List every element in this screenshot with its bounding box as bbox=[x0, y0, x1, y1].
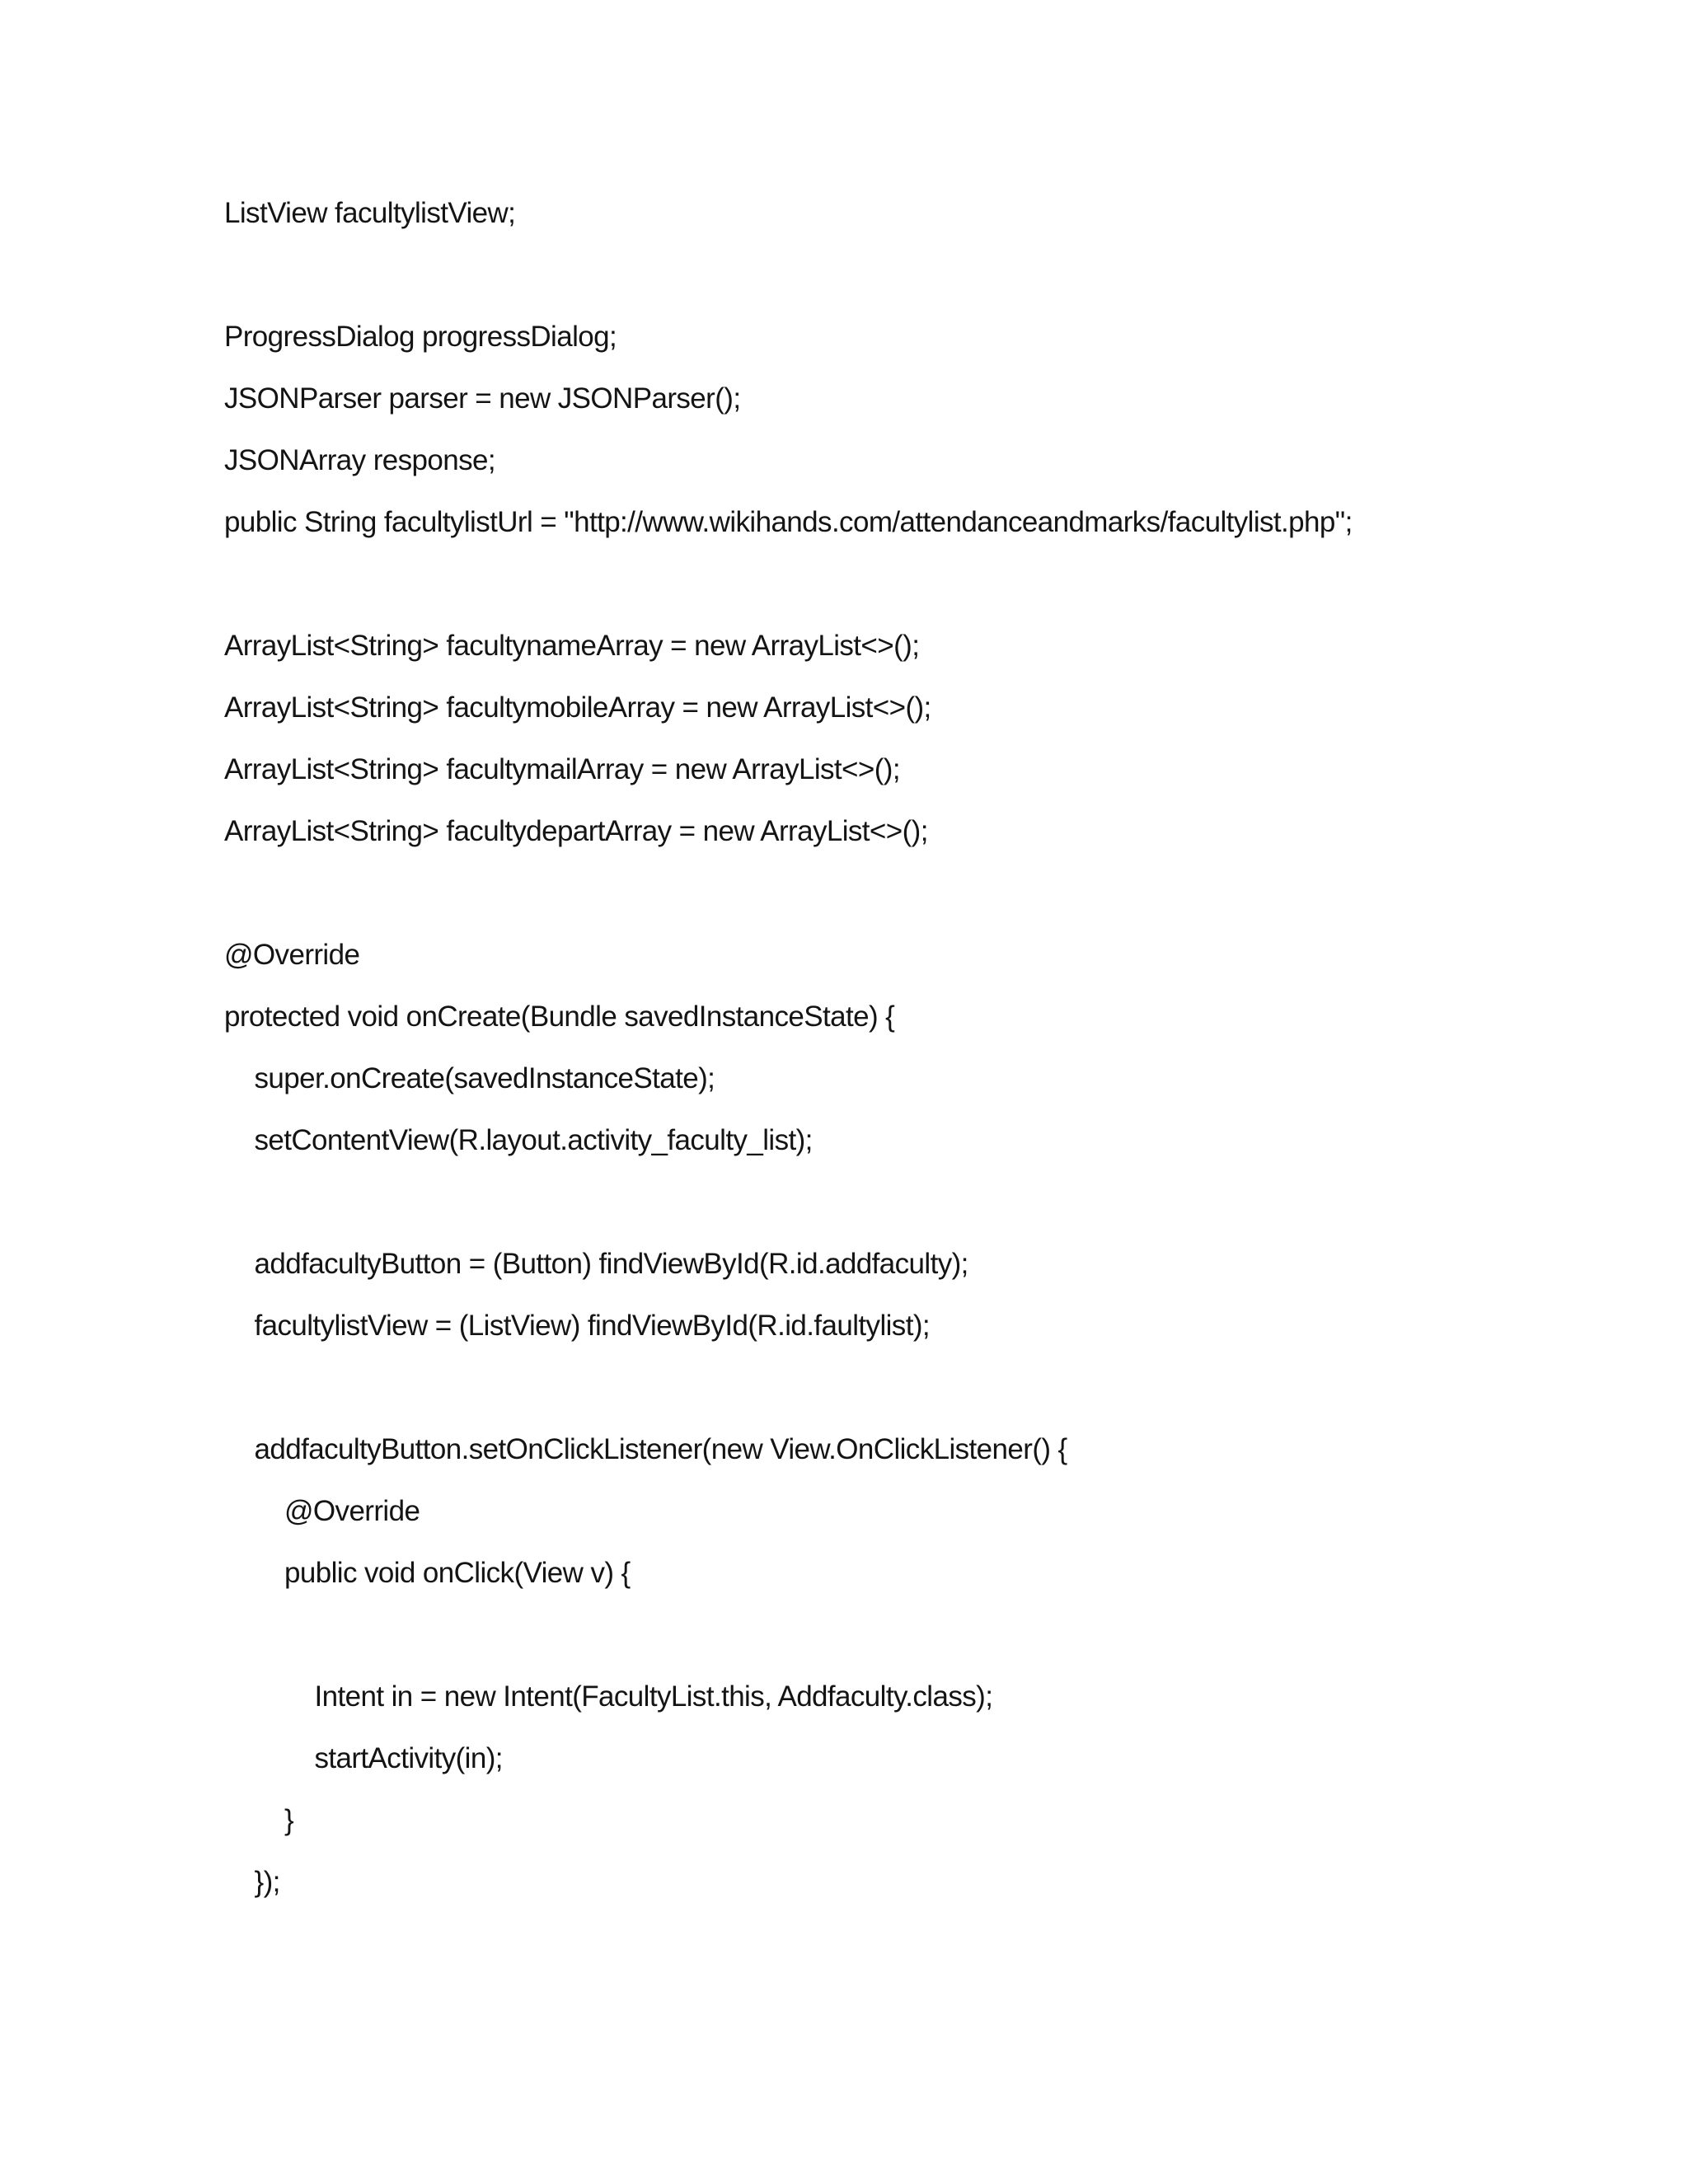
code-line-intent-creation: Intent in = new Intent(FacultyList.this, Addfaculty.class); bbox=[224, 1680, 993, 1713]
code-line-name-array: ArrayList<String> facultynameArray = new ArrayList<>(); bbox=[224, 630, 920, 662]
code-line-depart-array: ArrayList<String> facultydepartArray = new ArrayList<>(); bbox=[224, 815, 928, 847]
code-line-onclick-signature: public void onClick(View v) { bbox=[224, 1557, 631, 1589]
code-line-close-listener: }); bbox=[224, 1866, 280, 1898]
code-line-mobile-array: ArrayList<String> facultymobileArray = new ArrayList<>(); bbox=[224, 691, 931, 724]
code-line-setcontentview: setContentView(R.layout.activity_faculty_list); bbox=[224, 1124, 813, 1156]
code-line-url-declaration: public String facultylistUrl = "http://www.wikihands.com/attendanceandmarks/facultylist.php"; bbox=[224, 506, 1353, 538]
code-line-progressdialog-declaration: ProgressDialog progressDialog; bbox=[224, 321, 617, 353]
code-line-start-activity: startActivity(in); bbox=[224, 1742, 503, 1774]
code-line-oncreate-signature: protected void onCreate(Bundle savedInstanceState) { bbox=[224, 1001, 895, 1033]
code-line-jsonarray-declaration: JSONArray response; bbox=[224, 444, 495, 476]
code-line-super-oncreate: super.onCreate(savedInstanceState); bbox=[224, 1062, 715, 1094]
code-line-mail-array: ArrayList<String> facultymailArray = new ArrayList<>(); bbox=[224, 753, 900, 785]
code-line-jsonparser-declaration: JSONParser parser = new JSONParser(); bbox=[224, 382, 741, 415]
code-line-override-annotation: @Override bbox=[224, 939, 360, 971]
code-line-listview-declaration: ListView facultylistView; bbox=[224, 197, 516, 229]
code-line-close-method: } bbox=[224, 1804, 294, 1836]
code-line-facultylist-view-find: facultylistView = (ListView) findViewById(R.id.faultylist); bbox=[224, 1310, 930, 1342]
code-line-inner-override: @Override bbox=[224, 1495, 420, 1527]
code-line-addfaculty-button-find: addfacultyButton = (Button) findViewById(R.id.addfaculty); bbox=[224, 1248, 968, 1280]
code-line-set-onclick-listener: addfacultyButton.setOnClickListener(new View.OnClickListener() { bbox=[224, 1433, 1067, 1465]
